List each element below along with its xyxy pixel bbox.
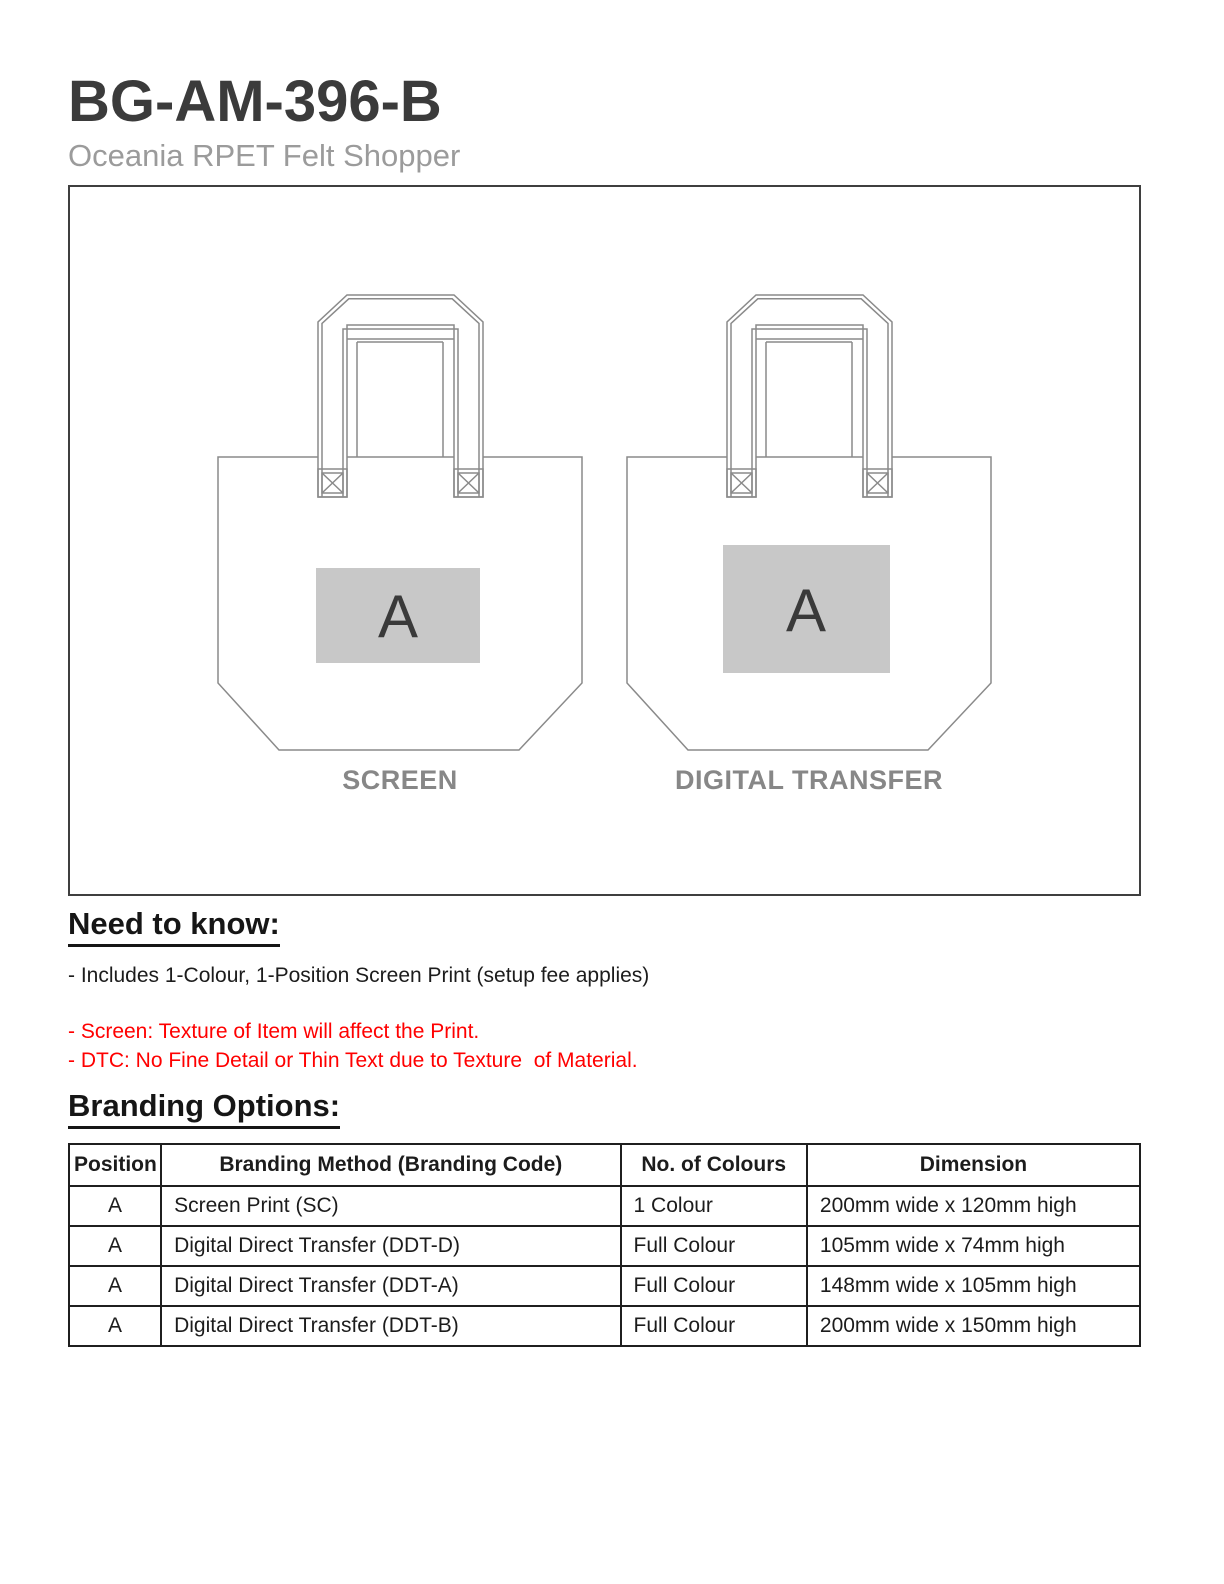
table-header-row <box>69 1144 1140 1186</box>
header-dimension: Dimension <box>807 1144 1140 1186</box>
stitch-box-right-icon <box>863 469 892 497</box>
table-row <box>69 1186 1140 1226</box>
bag-caption-screen: SCREEN <box>342 765 458 795</box>
header-branding-method: Branding Method (Branding Code) <box>161 1144 620 1186</box>
table-row <box>69 1266 1140 1306</box>
need-to-know-note: - Includes 1-Colour, 1-Position Screen Print (setup fee applies) <box>68 964 650 987</box>
branding-options-heading: Branding Options: <box>68 1088 340 1129</box>
header-no-of-colours: No. of Colours <box>621 1144 807 1186</box>
cell-no-of-colours: 1 Colour <box>621 1186 807 1226</box>
table-row <box>69 1226 1140 1266</box>
page-title: BG-AM-396-B <box>68 69 442 134</box>
back-handle <box>756 339 863 457</box>
back-handle <box>347 339 454 457</box>
stitch-box-right-icon <box>454 469 483 497</box>
cell-branding-method: Digital Direct Transfer (DDT-D) <box>161 1226 620 1266</box>
position-letter: A <box>785 577 827 644</box>
cell-no-of-colours: Full Colour <box>621 1306 807 1346</box>
cell-position: A <box>69 1226 161 1266</box>
stitch-box-left-icon <box>727 469 756 497</box>
cell-dimension: 148mm wide x 105mm high <box>807 1266 1140 1306</box>
warning-line-screen: - Screen: Texture of Item will affect the Print. <box>68 1020 480 1043</box>
header-position: Position <box>69 1144 161 1186</box>
cell-branding-method: Digital Direct Transfer (DDT-A) <box>161 1266 620 1306</box>
cell-branding-method: Screen Print (SC) <box>161 1186 620 1226</box>
position-letter: A <box>377 583 419 650</box>
bag-diagram-screen <box>208 290 592 760</box>
cell-branding-method: Digital Direct Transfer (DDT-B) <box>161 1306 620 1346</box>
need-to-know-warnings <box>68 1017 638 1075</box>
cell-no-of-colours: Full Colour <box>621 1266 807 1306</box>
cell-position: A <box>69 1186 161 1226</box>
product-subtitle: Oceania RPET Felt Shopper <box>68 138 461 173</box>
warning-line-dtc: - DTC: No Fine Detail or Thin Text due to Texture of Material. <box>68 1049 638 1072</box>
cell-dimension: 200mm wide x 150mm high <box>807 1306 1140 1346</box>
cell-position: A <box>69 1306 161 1346</box>
bag-diagram-digital-transfer <box>617 290 1001 760</box>
bag-caption-digital-transfer: DIGITAL TRANSFER <box>675 765 943 795</box>
cell-dimension: 200mm wide x 120mm high <box>807 1186 1140 1226</box>
cell-no-of-colours: Full Colour <box>621 1226 807 1266</box>
table-row <box>69 1306 1140 1346</box>
stitch-box-left-icon <box>318 469 347 497</box>
branding-options-table <box>68 1143 1141 1347</box>
cell-dimension: 105mm wide x 74mm high <box>807 1226 1140 1266</box>
need-to-know-heading: Need to know: <box>68 906 280 947</box>
cell-position: A <box>69 1266 161 1306</box>
artwork-panel <box>68 185 1141 896</box>
